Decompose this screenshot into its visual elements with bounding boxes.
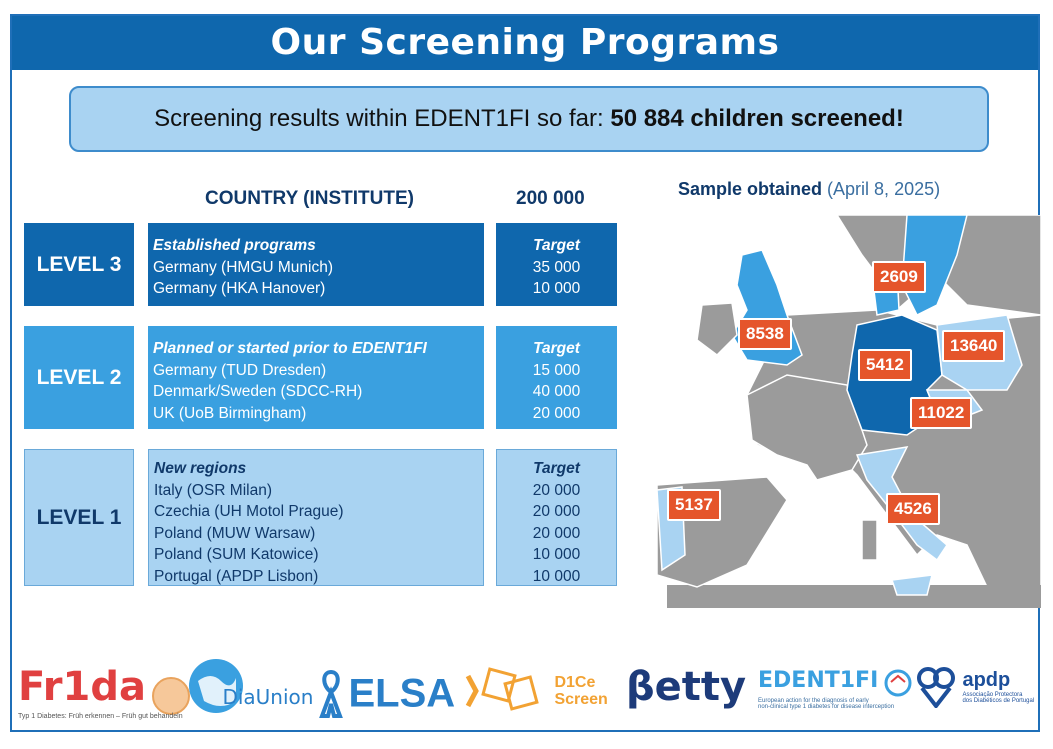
column-header-total: 200 000 <box>516 188 585 209</box>
level-1-title: New regions <box>154 460 247 477</box>
level-3-label: LEVEL 3 <box>24 223 134 306</box>
badge-uk: 8538 <box>738 318 792 350</box>
program-row: UK (UoB Birmingham) <box>153 404 307 422</box>
level-2-targets <box>496 326 617 429</box>
target-label: Target <box>533 460 580 477</box>
logo-diaunion: DiaUnion <box>186 656 313 716</box>
summary-highlight: 50 884 children screened! <box>610 105 904 132</box>
logo-frida: Fr1da Typ 1 Diabetes: Früh erkennen – Früh gut behandeln <box>18 664 190 720</box>
badge-germany: 5412 <box>858 349 912 381</box>
target-label: Target <box>533 340 580 357</box>
summary-prefix: Screening results within EDENT1FI so far: <box>154 105 611 132</box>
map-title <box>678 179 940 200</box>
logo-apdp: apdp Associação Protectora dos Diabéticos de Portugal <box>914 664 1034 708</box>
target-value: 20 000 <box>532 503 581 520</box>
level-2-label: LEVEL 2 <box>24 326 134 429</box>
program-row: Germany (HKA Hanover) <box>153 280 326 297</box>
target-value: 35 000 <box>532 258 581 276</box>
level-1-programs <box>148 449 484 586</box>
target-value: 20 000 <box>532 524 581 542</box>
badge-poland: 13640 <box>942 330 1005 362</box>
europe-map <box>637 215 1041 608</box>
program-row: Poland (SUM Katowice) <box>154 546 319 563</box>
logo-betty: βetty <box>626 664 747 710</box>
level-3-targets <box>496 223 617 306</box>
target-value: 10 000 <box>532 567 581 585</box>
apdp-symbol-icon <box>914 664 958 708</box>
program-row: Portugal (APDP Lisbon) <box>154 567 319 585</box>
badge-italy: 4526 <box>886 493 940 525</box>
target-value: 15 000 <box>532 361 581 379</box>
edent-globe-icon <box>883 668 913 698</box>
target-value: 20 000 <box>532 404 581 422</box>
target-value: 20 000 <box>532 481 581 499</box>
dice-icon <box>464 666 550 716</box>
level-3-programs <box>148 223 484 306</box>
program-row: Denmark/Sweden (SDCC-RH) <box>153 383 363 400</box>
level-2-title: Planned or started prior to EDENT1FI <box>153 340 427 357</box>
target-value: 10 000 <box>532 280 581 297</box>
frida-angel-icon <box>152 677 190 715</box>
program-row: Poland (MUW Warsaw) <box>154 524 316 542</box>
level-1-targets <box>496 449 617 586</box>
column-header-country: COUNTRY (INSTITUTE) <box>205 188 414 209</box>
program-row: Czechia (UH Motol Prague) <box>154 503 344 520</box>
map-land-north-africa <box>667 585 1041 608</box>
ribbon-icon <box>318 670 344 718</box>
level-1-label: LEVEL 1 <box>24 449 134 586</box>
badge-denmark-sweden: 2609 <box>872 261 926 293</box>
program-row: Germany (TUD Dresden) <box>153 361 327 379</box>
map-title-date: (April 8, 2025) <box>827 179 941 199</box>
map-title-bold: Sample obtained <box>678 179 823 199</box>
target-value: 40 000 <box>532 383 581 400</box>
program-row: Germany (HMGU Munich) <box>153 258 333 276</box>
logo-d1ce-screen: D1Ce Screen <box>464 666 608 716</box>
map-island-sardinia <box>862 520 877 560</box>
logo-elsa: ELSA <box>318 670 455 718</box>
page-title: Our Screening Programs <box>12 16 1038 70</box>
program-row: Italy (OSR Milan) <box>154 481 272 499</box>
logo-edent1fi: EDENT1FI European action for the diagnosis of early non-clinical type 1 diabetes for disease interception <box>758 668 913 710</box>
level-2-programs <box>148 326 484 429</box>
target-value: 10 000 <box>532 546 581 563</box>
summary-box <box>69 86 989 152</box>
partner-logos <box>14 650 1034 730</box>
badge-portugal: 5137 <box>667 489 721 521</box>
badge-czechia: 11022 <box>910 397 972 429</box>
level-3-title: Established programs <box>153 237 316 254</box>
target-label: Target <box>533 237 580 254</box>
